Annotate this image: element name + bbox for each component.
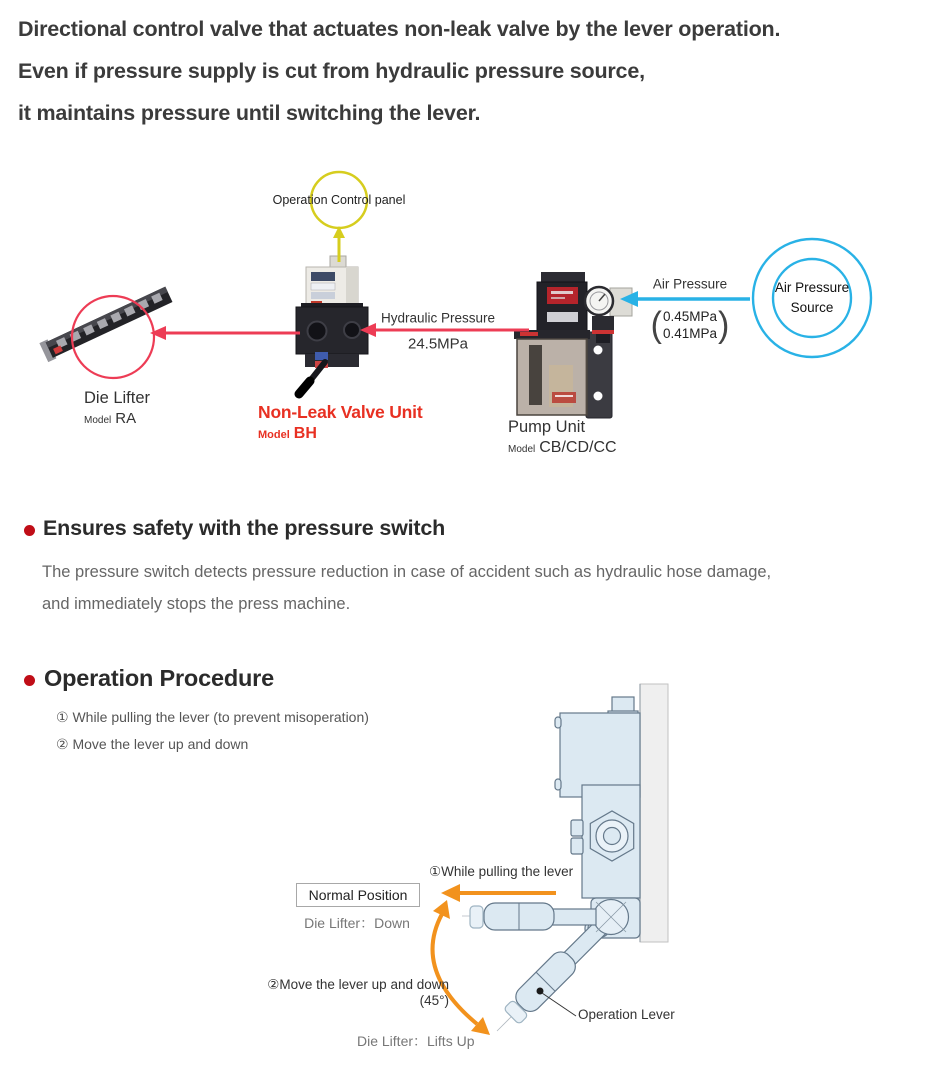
die-lifter-caption xyxy=(84,389,150,427)
valve-unit-name: Non-Leak Valve Unit xyxy=(258,402,423,422)
pump-unit-model: CB/CD/CC xyxy=(539,439,617,456)
mounting-wall xyxy=(640,684,668,942)
air-pressure-value-2: 0.41MPa xyxy=(662,326,718,341)
procedure-steps xyxy=(56,704,369,757)
pump-unit-image xyxy=(514,272,632,418)
open-paren: ( xyxy=(650,305,662,345)
close-paren: ) xyxy=(718,305,730,345)
valve-unit-model-prefix: Model xyxy=(258,429,290,441)
valve-unit-image xyxy=(296,256,368,394)
section-bullet-icon xyxy=(24,525,35,536)
safety-body-line: The pressure switch detects pressure reduction in case of accident such as hydraulic hose damage, xyxy=(42,563,772,581)
pump-unit-name: Pump Unit xyxy=(508,418,586,436)
intro-line: Even if pressure supply is cut from hydraulic pressure source, xyxy=(18,59,645,83)
valve-technical-drawing xyxy=(462,684,668,1031)
safety-section-header xyxy=(24,516,445,541)
pull-lever-label: ①While pulling the lever xyxy=(429,864,574,879)
die-lifter-up-label: Die Lifter：Lifts Up xyxy=(357,1033,475,1049)
safety-body-line: and immediately stops the press machine. xyxy=(42,595,351,613)
pump-unit-caption xyxy=(508,418,617,457)
die-lifter-model: RA xyxy=(115,410,137,427)
safety-section-body xyxy=(42,556,771,620)
procedure-section-title: Operation Procedure xyxy=(44,665,274,691)
hydraulic-pressure-label: Hydraulic Pressure xyxy=(380,310,496,326)
intro-line: it maintains pressure until switching the lever. xyxy=(18,101,481,125)
air-source-label xyxy=(775,278,849,318)
operation-lever-normal-drawing xyxy=(470,903,596,930)
die-lifter-model-prefix: Model xyxy=(84,415,112,426)
air-pressure-label: Air Pressure xyxy=(652,276,728,292)
die-lifter-name: Die Lifter xyxy=(84,389,151,407)
intro-line: Directional control valve that actuates non-leak valve by the lever operation. xyxy=(18,17,781,41)
pull-lever-arrowhead xyxy=(441,884,460,902)
normal-position-box: Normal Position xyxy=(296,883,420,907)
air-source-line2: Source xyxy=(790,300,834,315)
procedure-step-2: ② Move the lever up and down xyxy=(56,735,249,752)
air-pressure-values xyxy=(650,305,730,345)
intro-text xyxy=(18,8,780,134)
safety-section-title: Ensures safety with the pressure switch xyxy=(43,516,446,540)
procedure-section-header xyxy=(24,665,274,692)
pump-unit-model-prefix: Model xyxy=(508,444,536,455)
valve-unit-caption xyxy=(258,402,422,443)
die-lifter-down-label: Die Lifter：Down xyxy=(304,915,410,931)
air-source-line1: Air Pressure xyxy=(774,280,850,295)
air-pressure-value-1: 0.45MPa xyxy=(662,309,718,324)
operation-lever-label: Operation Lever xyxy=(578,1007,675,1022)
hydraulic-pressure-value: 24.5MPa xyxy=(407,335,469,353)
valve-unit-model: BH xyxy=(293,425,317,442)
procedure-step-1: ① While pulling the lever (to prevent misoperation) xyxy=(56,709,369,725)
control-panel-label: Operation Control panel xyxy=(272,193,406,207)
section-bullet-icon xyxy=(24,675,35,686)
move-lever-label: ②Move the lever up and down (45°) xyxy=(267,977,449,1008)
